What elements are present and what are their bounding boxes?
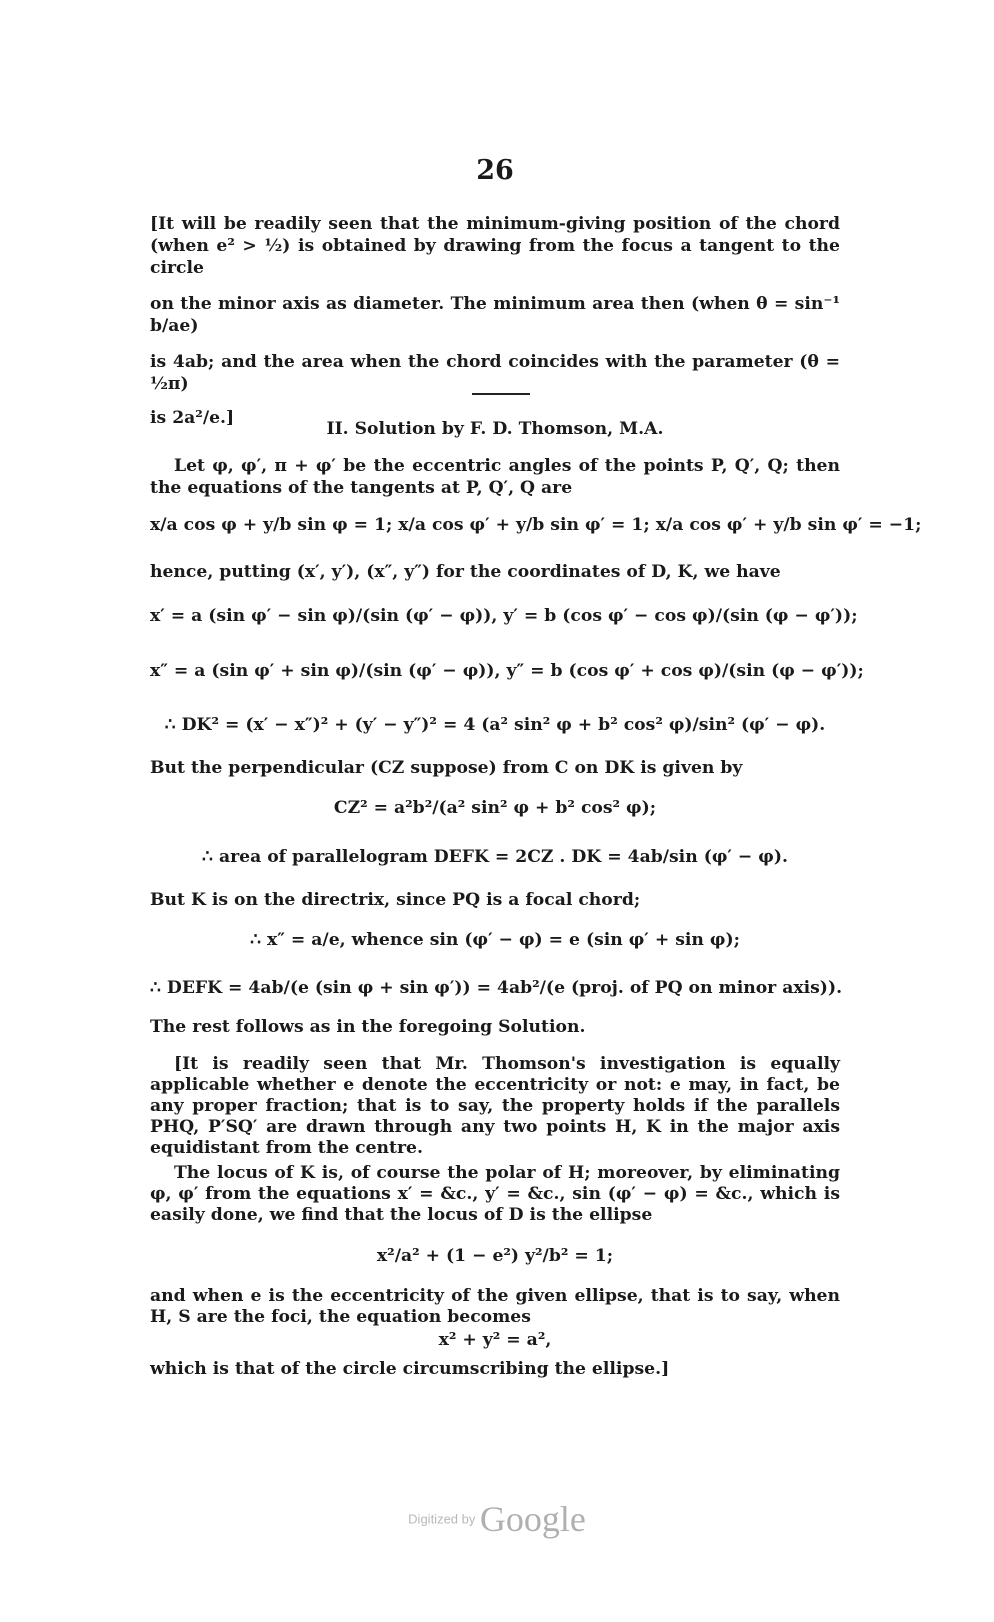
perpendicular-line: But the perpendicular (CZ suppose) from C on DK is given by (150, 758, 743, 778)
equation-defk: ∴ DEFK = 4ab/(e (sin φ + sin φ′)) = 4ab²/(e (proj. of PQ on minor axis)). (150, 978, 843, 998)
note-1-line-1: [It will be readily seen that the minimum-giving position of the chord (when e² > ½) is obtained by drawing from the focus a tangent to the circle (150, 214, 840, 278)
note-2-paragraph-2: The locus of K is, of course the polar of H; moreover, by eliminating φ, φ′ from the equations x′ = &c., y′ = &c., sin (φ′ − φ) = &c., which is easily done, we find that the locus of D is the ellipse (150, 1163, 840, 1225)
note-2-paragraph-1: [It is readily seen that Mr. Thomson's investigation is equally applicable whether e denote the eccentricity or not: e may, in fact, be any proper fraction; that is to say, the property holds if the parallels PHQ, P′SQ′ are drawn through any two points H, K in the major axis equidistant from the centre. (150, 1054, 840, 1158)
note-1-line-3: is 4ab; and the area when the chord coincides with the parameter (θ = ½π) (150, 352, 840, 394)
hence-line: hence, putting (x′, y′), (x″, y″) for the coordinates of D, K, we have (150, 562, 781, 582)
note-1-line-4: is 2a²/e.] (150, 408, 235, 428)
watermark-text: Digitized by (408, 1511, 476, 1527)
equation-dk: ∴ DK² = (x′ − x″)² + (y′ − y″)² = 4 (a² sin² φ + b² cos² φ)/sin² (φ′ − φ). (164, 715, 826, 735)
note-1 (150, 213, 840, 429)
note-2-paragraph-4: which is that of the circle circumscribing the ellipse.] (150, 1359, 670, 1379)
directrix-line: But K is on the directrix, since PQ is a focal chord; (150, 890, 641, 910)
section-divider (472, 393, 530, 395)
equation-tangents: x/a cos φ + y/b sin φ = 1; x/a cos φ′ + y/b sin φ′ = 1; x/a cos φ′ + y/b sin φ′ = −1; (150, 515, 922, 535)
equation-circle: x² + y² = a², (438, 1330, 552, 1350)
google-logo: Google (479, 1499, 586, 1539)
equation-ellipse: x²/a² + (1 − e²) y²/b² = 1; (376, 1246, 614, 1266)
equation-whence: ∴ x″ = a/e, whence sin (φ′ − φ) = e (sin φ′ + sin φ); (250, 930, 740, 950)
note-2-paragraph-3: and when e is the eccentricity of the given ellipse, that is to say, when H, S are the foci, the equation becomes (150, 1286, 840, 1327)
intro-paragraph: Let φ, φ′, π + φ′ be the eccentric angles of the points P, Q′, Q; then the equations of the tangents at P, Q′, Q are (150, 456, 840, 498)
equation-x-prime: x′ = a (sin φ′ − sin φ)/(sin (φ′ − φ)), y′ = b (cos φ′ − cos φ)/(sin (φ − φ′)); (150, 606, 858, 626)
equation-area: ∴ area of parallelogram DEFK = 2CZ . DK = 4ab/sin (φ′ − φ). (202, 847, 788, 867)
equation-cz: CZ² = a²b²/(a² sin² φ + b² cos² φ); (333, 798, 657, 818)
section-title: II. Solution by F. D. Thomson, M.A. (326, 419, 664, 439)
equation-x-double-prime: x″ = a (sin φ′ + sin φ)/(sin (φ′ − φ)), y″ = b (cos φ′ + cos φ)/(sin (φ − φ′)); (150, 661, 864, 681)
rest-line: The rest follows as in the foregoing Solution. (150, 1017, 586, 1037)
note-1-line-2: on the minor axis as diameter. The minimum area then (when θ = sin⁻¹ b/ae) (150, 294, 840, 336)
page-number: 26 (476, 155, 514, 186)
digitized-watermark (0, 1498, 994, 1540)
